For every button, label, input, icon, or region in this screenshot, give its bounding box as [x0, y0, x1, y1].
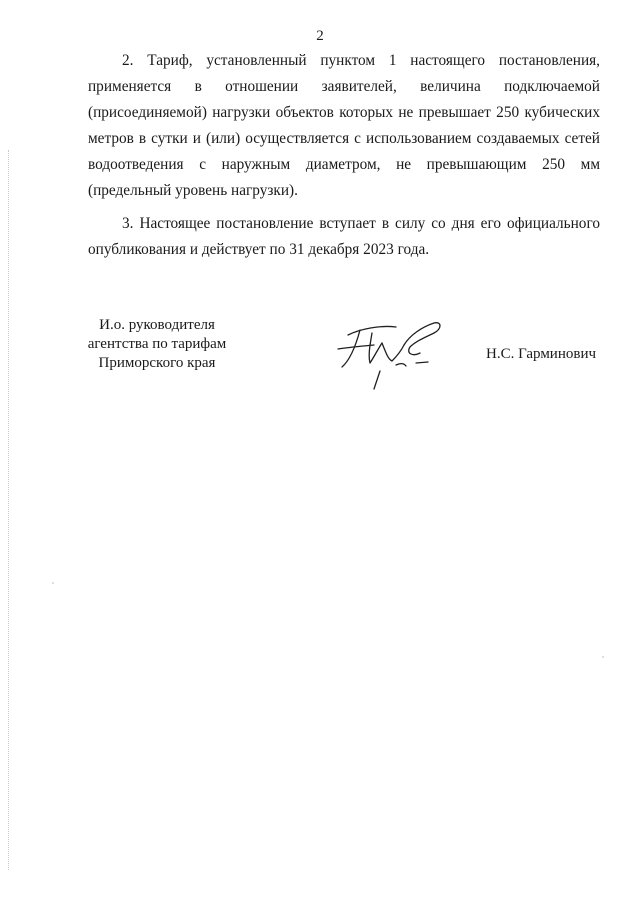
handwritten-signature — [330, 305, 450, 395]
scan-speck — [602, 656, 604, 658]
signer-position — [82, 316, 232, 373]
paragraph-2: 2. Тариф, установленный пунктом 1 настоящего постановления, применяется в отношении заявителей, величина подключаемой (присоединяемой) нагрузки объектов которых не превышает 250 кубических метров в сутки и (или) осуществляется с использованием создаваемых сетей водоотведения с наружным диаметром, не превышающим 250 мм (предельный уровень нагрузки). — [88, 52, 600, 199]
signer-name: Н.С. Гарминович — [486, 346, 597, 362]
scan-edge-artifact — [8, 150, 9, 870]
page-number: 2 — [316, 28, 324, 44]
signer-position-line-2: агентства по тарифам — [87, 336, 227, 352]
paragraph-3: 3. Настоящее постановление вступает в силу со дня его официального опубликования и действует по 31 декабря 2023 года. — [88, 215, 600, 258]
signer-position-line-1: И.о. руководителя — [99, 317, 215, 333]
scan-speck — [52, 582, 54, 584]
document-body — [88, 48, 600, 263]
signer-position-line-3: Приморского края — [98, 355, 216, 371]
